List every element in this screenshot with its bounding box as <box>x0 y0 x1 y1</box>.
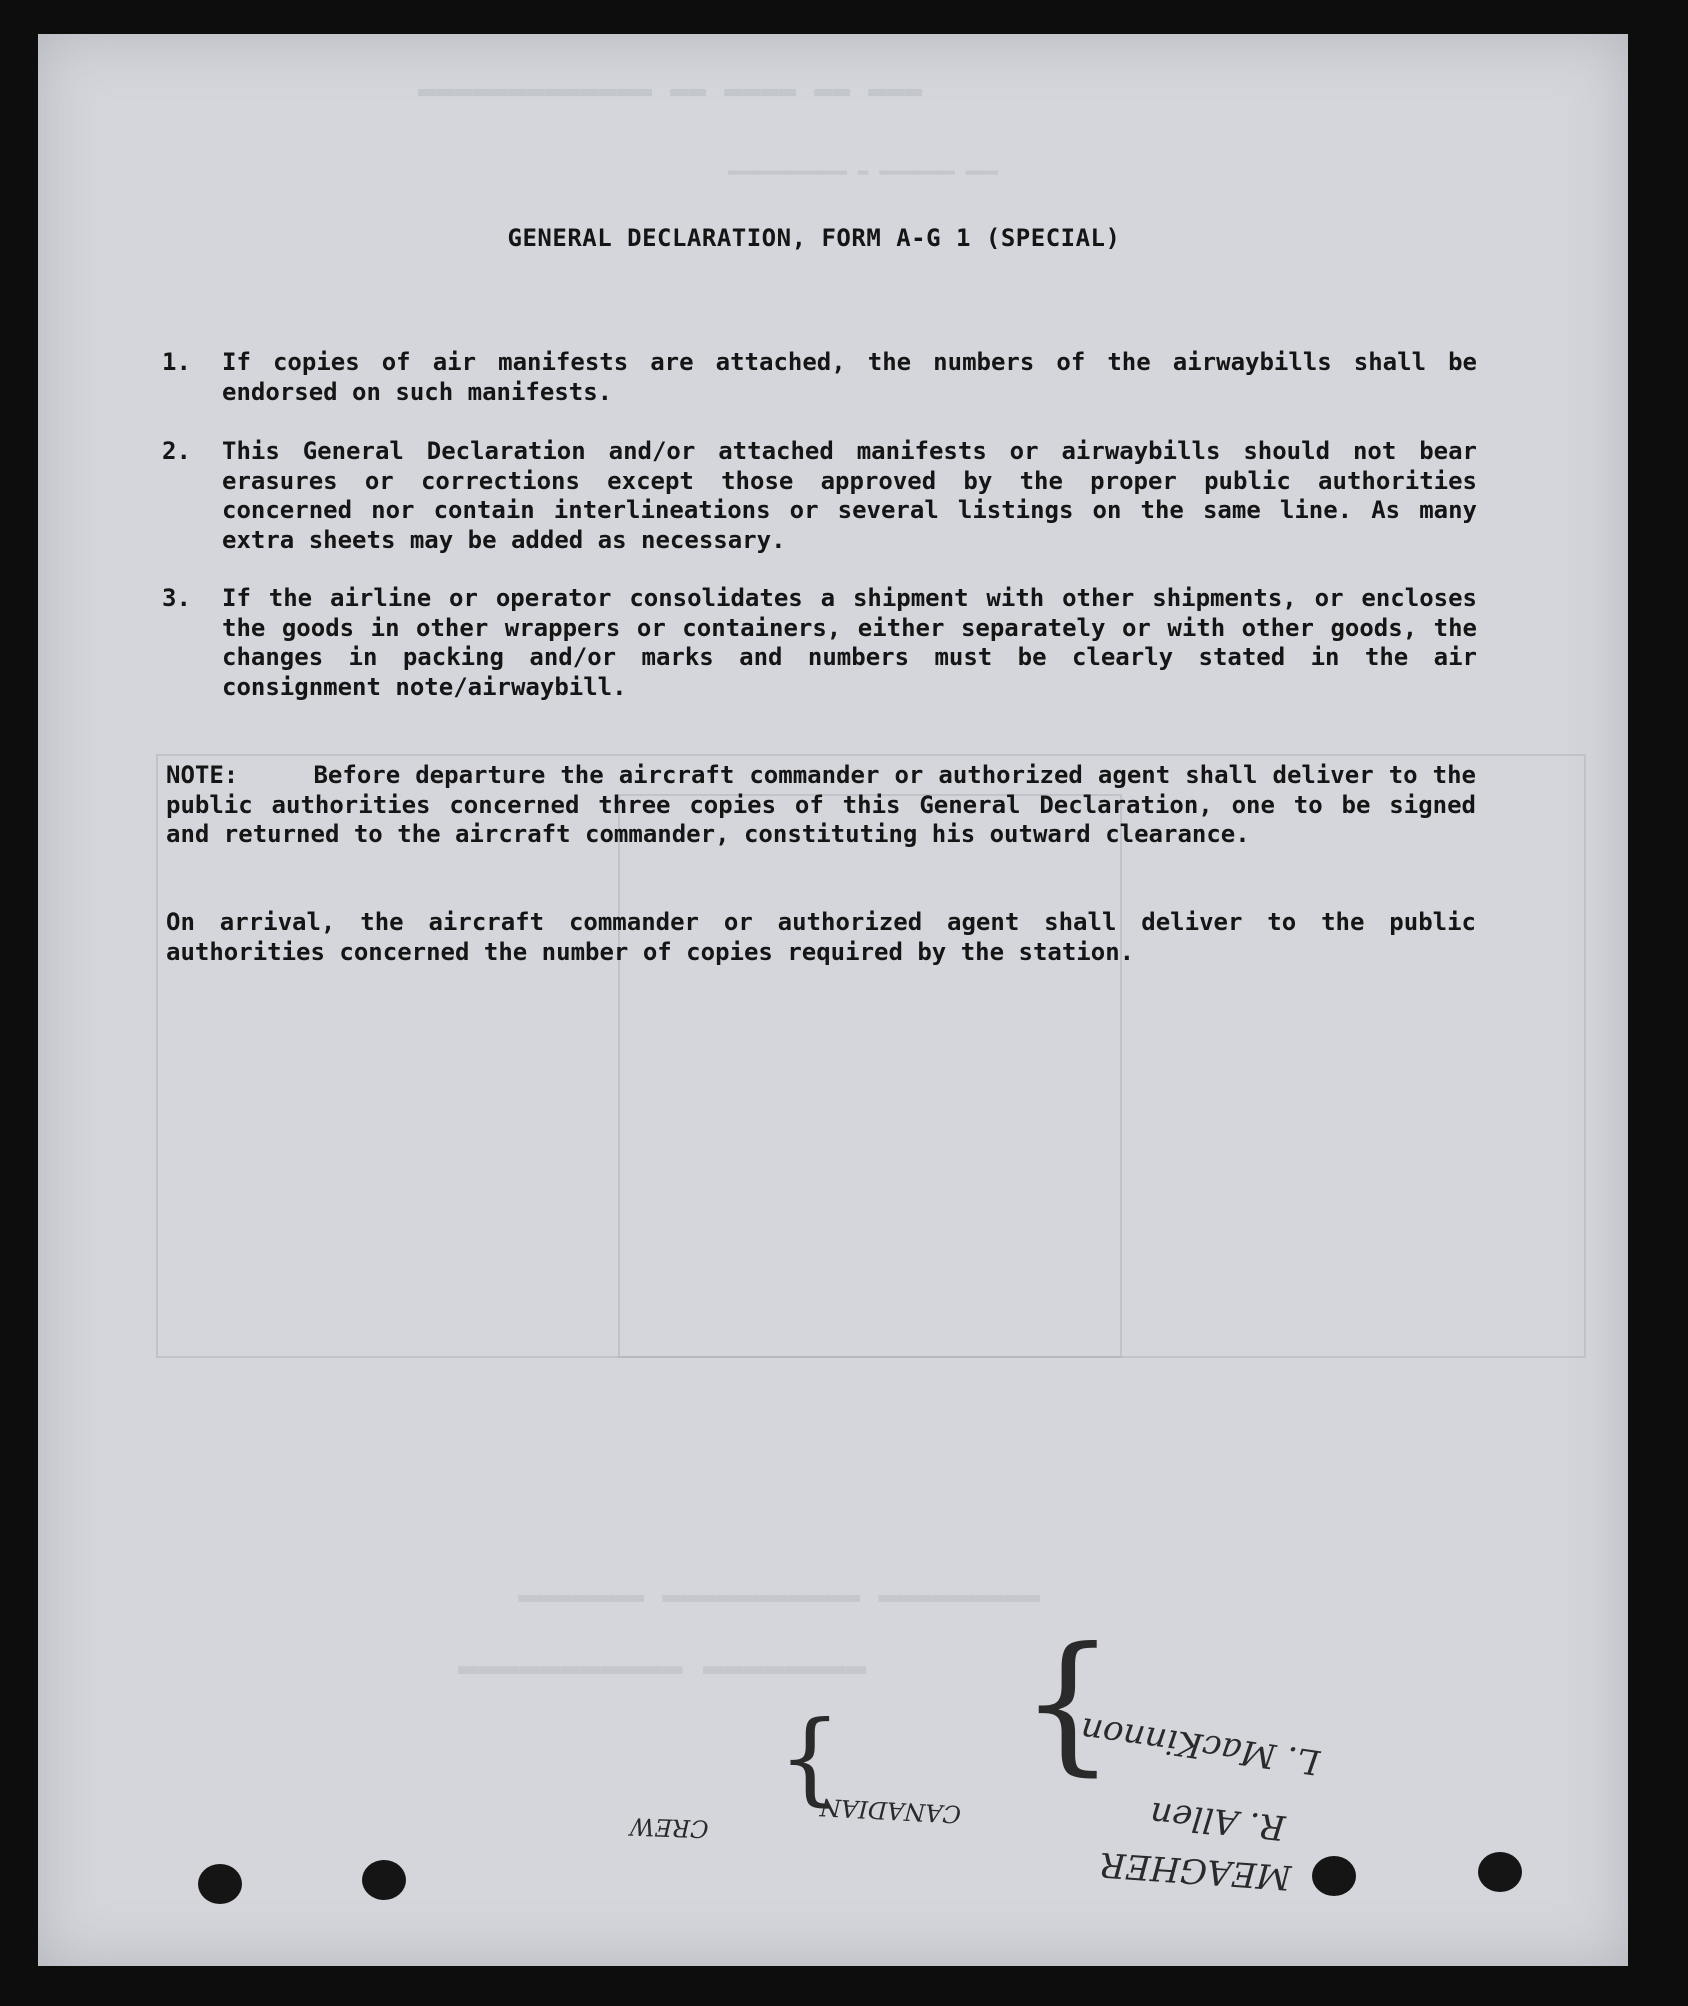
handwritten-name: R. Allen <box>1148 1793 1288 1848</box>
item-number: 3. <box>162 584 191 612</box>
punch-hole <box>198 1864 242 1904</box>
page-title: GENERAL DECLARATION, FORM A-G 1 (SPECIAL) <box>507 224 1121 252</box>
handwritten-annotation: CANADIAN <box>819 1792 962 1829</box>
handwritten-brace: } <box>778 1708 842 1826</box>
item-text: This General Declaration and/or attached manifests or airwaybills should not bear erasures or corrections except those approved by the proper public authorities concerned nor contain interlineations or several listings on the same line. As many extra sheets may be added as necessary. <box>222 437 1477 554</box>
arrival-paragraph: On arrival, the aircraft commander or authorized agent shall deliver to the public authorities concerned the number of copies required by the station. <box>166 908 1476 966</box>
bleed-through-text: ▬▬▬ ▬▬▬▬▬▬▬ ▬ ▬▬▬▬▬▬▬▬▬▬▬ <box>728 164 999 184</box>
handwritten-name: MEAGHER <box>1098 1843 1293 1898</box>
punch-hole <box>1312 1856 1356 1896</box>
item-number: 2. <box>162 437 191 465</box>
handwritten-brace: } <box>1020 1628 1116 1803</box>
bleed-through-text: ▬▬▬▬▬▬▬▬ ▬▬▬▬▬▬▬▬▬▬▬ <box>458 1654 867 1692</box>
punch-hole <box>1478 1852 1522 1892</box>
item-text: If the airline or operator consolidates a shipment with other shipments, or encloses the goods in other wrappers or containers, either separately or with other goods, the changes in packing and/or marks and numbers must be clearly stated in the air consignment note/airwaybill. <box>222 584 1477 701</box>
item-text: If copies of air manifests are attached, the numbers of the airwaybills shall be endorsed on such manifests. <box>222 348 1477 406</box>
handwritten-annotation: CREW <box>629 1812 710 1843</box>
bleed-through-text: ▬▬▬▬▬▬▬▬▬ ▬▬▬▬▬▬▬▬▬▬▬ ▬▬▬▬▬▬▬ <box>518 1584 1041 1618</box>
bleed-through-text: ▬▬▬ ▬▬ ▬▬▬▬ ▬▬ ▬▬▬▬▬▬▬▬▬▬▬▬▬ <box>418 78 923 112</box>
item-number: 1. <box>162 348 191 376</box>
handwritten-name: L. MacKinnon <box>1078 1708 1323 1783</box>
punch-hole <box>362 1860 406 1900</box>
note-paragraph: NOTE: Before departure the aircraft commander or authorized agent shall deliver to the public authorities concerned three copies of this General Declaration, one to be signed and returned to the aircraft commander, constituting his outward clearance. <box>166 761 1491 848</box>
